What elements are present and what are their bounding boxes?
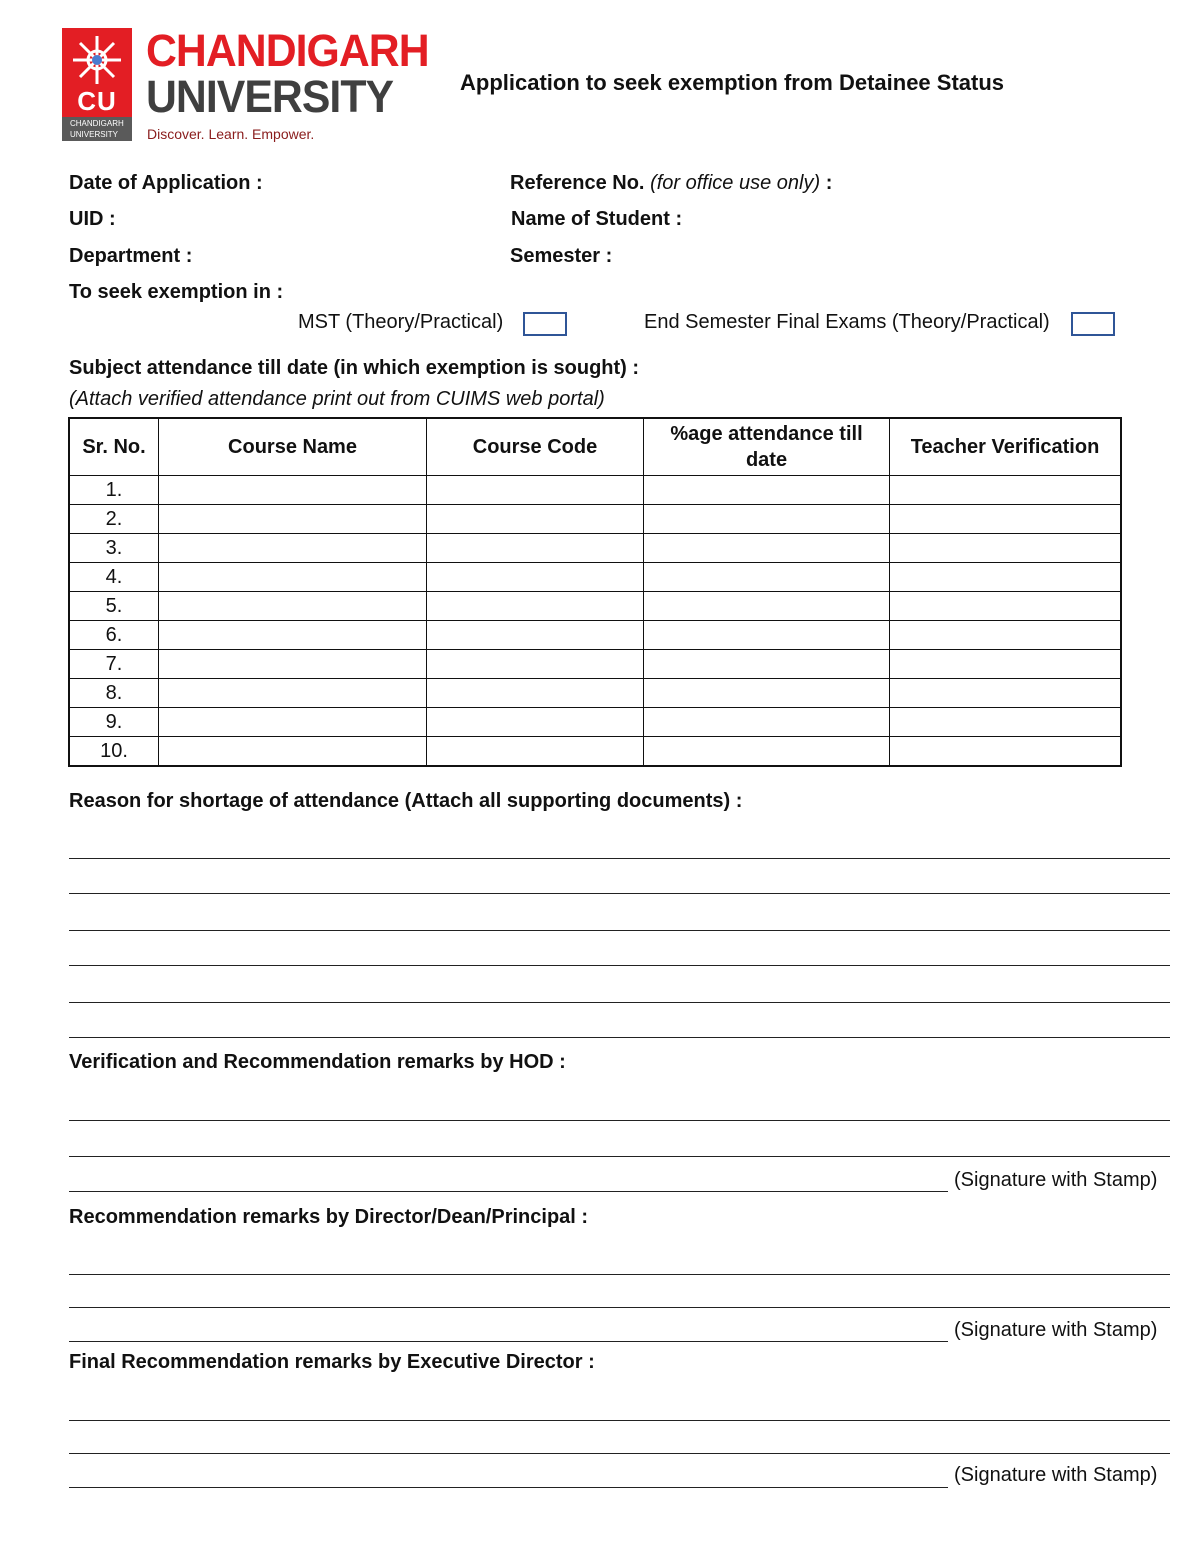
director-remarks-heading: Recommendation remarks by Director/Dean/Principal : bbox=[69, 1206, 589, 1228]
attendance-percent-cell[interactable] bbox=[644, 476, 890, 505]
table-header-row bbox=[69, 418, 1121, 476]
reason-writing-line[interactable] bbox=[69, 893, 1170, 894]
uid-label: UID : bbox=[69, 208, 116, 230]
course-name-cell[interactable] bbox=[159, 679, 427, 708]
course-name-cell[interactable] bbox=[159, 505, 427, 534]
course-code-cell[interactable] bbox=[427, 563, 644, 592]
reason-writing-line[interactable] bbox=[69, 965, 1170, 966]
attendance-percent-cell[interactable] bbox=[644, 592, 890, 621]
attendance-percent-cell[interactable] bbox=[644, 708, 890, 737]
department-label: Department : bbox=[69, 245, 193, 267]
executive-writing-line[interactable] bbox=[69, 1453, 1170, 1454]
brand-name-line2: UNIVERSITY bbox=[146, 71, 394, 122]
table-row bbox=[69, 476, 1121, 505]
executive-signature-label: (Signature with Stamp) bbox=[954, 1464, 1158, 1486]
course-name-cell[interactable] bbox=[159, 650, 427, 679]
course-name-cell[interactable] bbox=[159, 563, 427, 592]
semester-label: Semester : bbox=[510, 245, 613, 267]
director-writing-line[interactable] bbox=[69, 1307, 1170, 1308]
hod-signature-line[interactable] bbox=[69, 1191, 948, 1192]
table-row bbox=[69, 534, 1121, 563]
course-code-cell[interactable] bbox=[427, 650, 644, 679]
executive-signature-line[interactable] bbox=[69, 1487, 948, 1488]
reason-writing-line[interactable] bbox=[69, 1002, 1170, 1003]
serial-number-cell: 2. bbox=[69, 505, 159, 534]
hod-signature-label: (Signature with Stamp) bbox=[954, 1169, 1158, 1191]
end-sem-option-label: End Semester Final Exams (Theory/Practical) bbox=[644, 311, 1050, 333]
course-name-cell[interactable] bbox=[159, 534, 427, 563]
teacher-verification-cell[interactable] bbox=[890, 708, 1122, 737]
table-row bbox=[69, 621, 1121, 650]
teacher-verification-cell[interactable] bbox=[890, 621, 1122, 650]
column-header: %age attendance till date bbox=[644, 418, 890, 476]
attendance-percent-cell[interactable] bbox=[644, 650, 890, 679]
name-of-student-label: Name of Student : bbox=[511, 208, 683, 230]
table-row bbox=[69, 592, 1121, 621]
attendance-percent-cell[interactable] bbox=[644, 679, 890, 708]
director-writing-line[interactable] bbox=[69, 1274, 1170, 1275]
table-row bbox=[69, 708, 1121, 737]
table-row bbox=[69, 563, 1121, 592]
course-name-cell[interactable] bbox=[159, 737, 427, 767]
course-code-cell[interactable] bbox=[427, 621, 644, 650]
serial-number-cell: 6. bbox=[69, 621, 159, 650]
reason-writing-line[interactable] bbox=[69, 1037, 1170, 1038]
course-code-cell[interactable] bbox=[427, 737, 644, 767]
column-header: Sr. No. bbox=[69, 418, 159, 476]
column-header: Course Code bbox=[427, 418, 644, 476]
teacher-verification-cell[interactable] bbox=[890, 679, 1122, 708]
reason-writing-line[interactable] bbox=[69, 930, 1170, 931]
director-signature-line[interactable] bbox=[69, 1341, 948, 1342]
teacher-verification-cell[interactable] bbox=[890, 534, 1122, 563]
course-name-cell[interactable] bbox=[159, 592, 427, 621]
reference-note: (for office use only) bbox=[650, 172, 821, 194]
attendance-percent-cell[interactable] bbox=[644, 737, 890, 767]
teacher-verification-cell[interactable] bbox=[890, 650, 1122, 679]
logo-mark-text: CU bbox=[77, 86, 117, 116]
course-code-cell[interactable] bbox=[427, 476, 644, 505]
hod-remarks-heading: Verification and Recommendation remarks by HOD : bbox=[69, 1051, 566, 1073]
serial-number-cell: 9. bbox=[69, 708, 159, 737]
attendance-percent-cell[interactable] bbox=[644, 505, 890, 534]
mst-checkbox[interactable] bbox=[523, 312, 567, 336]
teacher-verification-cell[interactable] bbox=[890, 737, 1122, 767]
reason-writing-line[interactable] bbox=[69, 858, 1170, 859]
course-code-cell[interactable] bbox=[427, 592, 644, 621]
attendance-percent-cell[interactable] bbox=[644, 534, 890, 563]
teacher-verification-cell[interactable] bbox=[890, 505, 1122, 534]
column-header: Teacher Verification bbox=[890, 418, 1122, 476]
brand-name-line1: CHANDIGARH bbox=[146, 25, 429, 76]
course-code-cell[interactable] bbox=[427, 534, 644, 563]
mst-option-label: MST (Theory/Practical) bbox=[298, 311, 504, 333]
serial-number-cell: 5. bbox=[69, 592, 159, 621]
teacher-verification-cell[interactable] bbox=[890, 592, 1122, 621]
serial-number-cell: 4. bbox=[69, 563, 159, 592]
serial-number-cell: 8. bbox=[69, 679, 159, 708]
serial-number-cell: 10. bbox=[69, 737, 159, 767]
attendance-heading: Subject attendance till date (in which exemption is sought) : bbox=[69, 357, 640, 379]
emblem-icon bbox=[69, 32, 125, 88]
brand-slogan: Discover. Learn. Empower. bbox=[147, 126, 315, 142]
course-name-cell[interactable] bbox=[159, 708, 427, 737]
logo-mark-subtext: CHANDIGARH UNIVERSITY bbox=[62, 117, 132, 141]
director-signature-label: (Signature with Stamp) bbox=[954, 1319, 1158, 1341]
serial-number-cell: 3. bbox=[69, 534, 159, 563]
teacher-verification-cell[interactable] bbox=[890, 563, 1122, 592]
table-row bbox=[69, 650, 1121, 679]
table-row bbox=[69, 505, 1121, 534]
course-code-cell[interactable] bbox=[427, 505, 644, 534]
serial-number-cell: 1. bbox=[69, 476, 159, 505]
table-row bbox=[69, 679, 1121, 708]
attendance-percent-cell[interactable] bbox=[644, 621, 890, 650]
table-row bbox=[69, 737, 1121, 767]
course-name-cell[interactable] bbox=[159, 621, 427, 650]
end-sem-checkbox[interactable] bbox=[1071, 312, 1115, 336]
column-header: Course Name bbox=[159, 418, 427, 476]
page-title: Application to seek exemption from Detainee Status bbox=[460, 70, 1005, 95]
course-name-cell[interactable] bbox=[159, 476, 427, 505]
course-code-cell[interactable] bbox=[427, 708, 644, 737]
serial-number-cell: 7. bbox=[69, 650, 159, 679]
hod-writing-line[interactable] bbox=[69, 1120, 1170, 1121]
seek-exemption-label: To seek exemption in : bbox=[69, 281, 284, 303]
attendance-percent-cell[interactable] bbox=[644, 563, 890, 592]
executive-writing-line[interactable] bbox=[69, 1420, 1170, 1421]
university-logo bbox=[62, 28, 132, 141]
reference-no-label bbox=[510, 172, 832, 195]
reason-heading: Reason for shortage of attendance (Attach all supporting documents) : bbox=[69, 790, 743, 812]
executive-remarks-heading: Final Recommendation remarks by Executive Director : bbox=[69, 1351, 595, 1373]
hod-writing-line[interactable] bbox=[69, 1156, 1170, 1157]
teacher-verification-cell[interactable] bbox=[890, 476, 1122, 505]
attendance-table bbox=[68, 417, 1122, 767]
attendance-note: (Attach verified attendance print out from CUIMS web portal) bbox=[69, 388, 605, 410]
reference-colon: : bbox=[825, 172, 833, 194]
reference-no-text: Reference No. bbox=[510, 172, 645, 194]
date-of-application-label: Date of Application : bbox=[69, 172, 263, 194]
course-code-cell[interactable] bbox=[427, 679, 644, 708]
